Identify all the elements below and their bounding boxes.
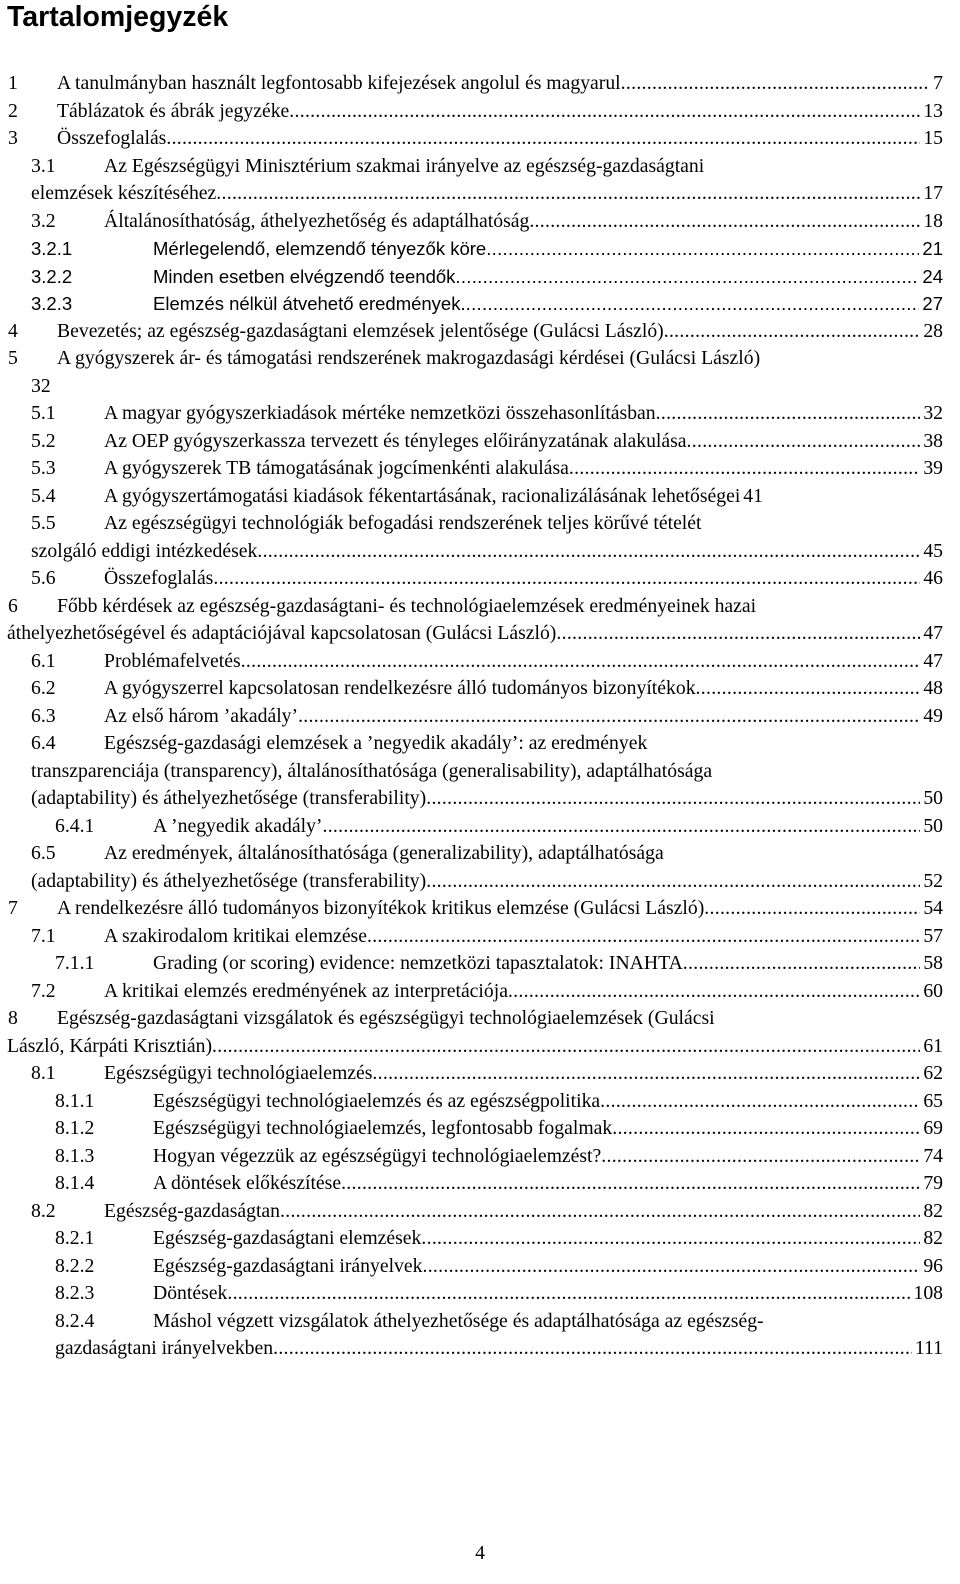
- toc-title: A gyógyszerek ár- és támogatási rendszerének makrogazdasági kérdései (Gulácsi László): [57, 347, 761, 369]
- toc-title: A rendelkezésre álló tudományos bizonyítékok kritikus elemzése (Gulácsi László): [57, 897, 705, 919]
- leader-dots: [227, 1280, 910, 1308]
- leader-dots: [372, 1060, 920, 1088]
- toc-title-continued: (adaptability) és áthelyezhetősége (transferability): [31, 869, 427, 892]
- toc-entry[interactable]: [0, 950, 943, 978]
- toc-title: Hogyan végezzük az egészségügyi technológiaelemzést?: [153, 1144, 602, 1167]
- toc-title: Mérlegelendő, elemzendő tényezők köre: [153, 238, 487, 259]
- toc-title: A tanulmányban használt legfontosabb kifejezések angolul és magyarul: [57, 72, 621, 94]
- leader-dots: [322, 813, 920, 841]
- toc-page-number: 15: [923, 127, 943, 149]
- toc-title: Egészség-gazdaságtani irányelvek: [153, 1254, 423, 1277]
- leader-dots: [696, 675, 921, 703]
- toc-entry-body: [104, 648, 943, 676]
- toc-title-continued: áthelyezhetőségével és adaptációjával kapcsolatosan (Gulácsi László): [7, 622, 557, 644]
- toc-title: A gyógyszerrel kapcsolatosan rendelkezésre álló tudományos bizonyítékok: [104, 677, 696, 699]
- leader-dots: [466, 290, 920, 318]
- toc-number: 5.3: [31, 457, 56, 479]
- toc-title: Főbb kérdések az egészség-gazdaságtani- és technológiaelemzések eredményeinek hazai: [57, 594, 757, 617]
- toc-entry-body: [104, 208, 943, 236]
- toc-entry-body: [104, 703, 943, 731]
- toc-title: Egészségügyi technológiaelemzés: [104, 1062, 373, 1084]
- toc-title: Egészség-gazdaságtani vizsgálatok és egészségügyi technológiaelemzések (Gulácsi: [57, 1007, 715, 1029]
- toc-entry-body: [57, 70, 943, 98]
- toc-page-number: 57: [923, 924, 943, 947]
- toc-title: Táblázatok és ábrák jegyzéke: [57, 99, 290, 122]
- toc-entry[interactable]: [0, 483, 943, 511]
- toc-page-number: 32: [923, 402, 943, 424]
- toc-number: 1: [8, 72, 18, 94]
- toc-entry-continuation: [0, 538, 943, 566]
- toc-entry[interactable]: [0, 98, 943, 126]
- toc-number: 5.6: [31, 567, 56, 589]
- toc-number: 6.3: [31, 704, 56, 727]
- toc-title: Egészségügyi technológiaelemzés és az egészségpolitika: [153, 1089, 601, 1112]
- toc-title: Döntések: [153, 1282, 228, 1304]
- leader-dots: [213, 565, 920, 593]
- toc-page-number: 21: [922, 238, 943, 259]
- toc-title: Összefoglalás: [57, 127, 167, 149]
- toc-entry-body: [104, 923, 943, 951]
- toc-page-number: 50: [923, 787, 943, 809]
- toc-entry-continuation: [0, 620, 943, 648]
- toc-number: 8: [8, 1007, 18, 1029]
- toc-number: 5: [8, 347, 18, 369]
- toc-entry-body: [104, 455, 943, 483]
- toc-page-number: 13: [923, 99, 943, 122]
- toc-entry-body: [153, 950, 943, 978]
- toc-entry-body: [57, 125, 943, 153]
- toc-number: 6: [8, 594, 18, 617]
- toc-title: Máshol végzett vizsgálatok áthelyezhetősége és adaptálhatósága az egészség-: [153, 1309, 764, 1332]
- toc-page-number: 18: [923, 209, 943, 232]
- toc-title: A gyógyszertámogatási kiadások fékentartásának, racionalizálásának lehetőségei: [104, 484, 741, 507]
- table-of-contents: [0, 70, 960, 1363]
- toc-page-number: 96: [923, 1254, 943, 1277]
- toc-page-number: 52: [923, 869, 943, 892]
- leader-dots: [664, 318, 921, 346]
- leader-dots: [257, 538, 920, 566]
- leader-dots: [486, 235, 919, 263]
- page-title: Tartalomjegyzék: [7, 1, 229, 33]
- toc-title: Problémafelvetés: [104, 649, 241, 672]
- toc-number: 8.1.1: [55, 1089, 95, 1112]
- toc-entry[interactable]: [0, 703, 943, 731]
- toc-title-continued: gazdaságtani irányelvekben: [55, 1337, 274, 1359]
- leader-dots: [341, 1170, 920, 1198]
- toc-number: 3: [8, 127, 18, 149]
- toc-title: A kritikai elemzés eredményének az interpretációja: [104, 979, 508, 1002]
- toc-number: 7.1.1: [55, 952, 95, 974]
- toc-entry[interactable]: [0, 1115, 943, 1143]
- leader-dots: [273, 1335, 912, 1363]
- toc-page-number: 7: [933, 72, 943, 94]
- toc-title: Összefoglalás: [104, 567, 214, 589]
- toc-title-continued: László, Kárpáti Krisztián): [7, 1034, 212, 1057]
- toc-page-number: 38: [923, 429, 943, 452]
- toc-entry[interactable]: [0, 290, 943, 318]
- toc-number: 8.2: [31, 1199, 56, 1222]
- toc-title: Grading (or scoring) evidence: nemzetközi tapasztalatok: INAHTA: [153, 952, 683, 974]
- toc-number: 8.2.4: [55, 1309, 95, 1332]
- toc-entry[interactable]: [0, 978, 943, 1006]
- toc-number: 6.2: [31, 677, 56, 699]
- toc-entry-body: [104, 483, 943, 511]
- toc-title: A döntések előkészítése: [153, 1172, 342, 1194]
- toc-entry-body: [7, 620, 943, 648]
- toc-entry-body: [104, 400, 943, 428]
- toc-entry[interactable]: [0, 1280, 943, 1308]
- toc-entry-body: [57, 98, 943, 126]
- leader-dots: [704, 895, 920, 923]
- toc-page-number: 50: [923, 814, 943, 837]
- toc-entry[interactable]: [0, 813, 943, 841]
- toc-entry[interactable]: [0, 345, 943, 373]
- toc-page-number: 60: [923, 979, 943, 1002]
- leader-dots: [601, 1143, 920, 1171]
- toc-page-number: 48: [923, 677, 943, 699]
- leader-dots: [166, 125, 920, 153]
- toc-title-continued: szolgáló eddigi intézkedések: [31, 539, 258, 562]
- toc-entry-body: [55, 1335, 943, 1363]
- leader-dots: [556, 620, 920, 648]
- leader-dots: [612, 1115, 920, 1143]
- toc-title-continued: elemzések készítéséhez: [31, 182, 217, 204]
- toc-number: 6.5: [31, 842, 56, 864]
- toc-title: A magyar gyógyszerkiadások mértéke nemzetközi összehasonlításban: [104, 402, 656, 424]
- toc-title-continued: transzparenciája (transparency), általánosíthatósága (generalisability), adaptálhatósága: [31, 759, 713, 782]
- toc-number: 3.2.3: [31, 293, 73, 314]
- toc-entry-body: [153, 1225, 943, 1253]
- toc-entry[interactable]: [0, 125, 943, 153]
- toc-number: 8.1.4: [55, 1172, 95, 1194]
- toc-title: A szakirodalom kritikai elemzése: [104, 924, 367, 947]
- toc-entry[interactable]: [0, 1060, 943, 1088]
- toc-entry-body: [7, 1033, 943, 1061]
- toc-entry[interactable]: [0, 593, 943, 621]
- toc-entry-body: [57, 895, 943, 923]
- toc-entry-continuation: [0, 758, 943, 786]
- toc-page-number: 61: [923, 1034, 943, 1057]
- leader-dots: [280, 1198, 920, 1226]
- toc-entry[interactable]: [0, 318, 943, 346]
- toc-title: Bevezetés; az egészség-gazdaságtani elemzések jelentősége (Gulácsi László): [57, 319, 664, 342]
- toc-entry-body: [104, 1060, 943, 1088]
- toc-entry[interactable]: [0, 1143, 943, 1171]
- toc-entry-continuation: [0, 180, 943, 208]
- leader-dots: [683, 950, 921, 978]
- toc-entry[interactable]: [0, 510, 943, 538]
- toc-entry-body: [104, 565, 943, 593]
- toc-entry-body: [104, 428, 943, 456]
- toc-entry-body: [31, 180, 943, 208]
- toc-page-number: 28: [923, 319, 943, 342]
- leader-dots: [600, 1088, 920, 1116]
- leader-dots: [508, 978, 920, 1006]
- toc-title: Egészségügyi technológiaelemzés, legfontosabb fogalmak: [153, 1117, 613, 1139]
- toc-entry-continuation: [0, 785, 943, 813]
- leader-dots: [687, 428, 921, 456]
- toc-number: 6.4: [31, 732, 56, 754]
- leader-dots: [298, 703, 920, 731]
- toc-entry[interactable]: [0, 153, 943, 181]
- toc-number: 8.2.2: [55, 1254, 95, 1277]
- leader-dots: [421, 1225, 920, 1253]
- leader-dots: [212, 1033, 920, 1061]
- leader-dots: [656, 400, 921, 428]
- toc-number: 7.1: [31, 924, 56, 947]
- toc-page-number: 27: [922, 293, 943, 314]
- toc-entry-body: [153, 1253, 943, 1281]
- toc-number: 5.5: [31, 512, 56, 534]
- leader-dots: [216, 180, 920, 208]
- toc-entry-continuation: [0, 1335, 943, 1363]
- toc-page-number: 54: [923, 897, 943, 919]
- toc-entry[interactable]: [0, 675, 943, 703]
- toc-entry-body: [31, 868, 943, 896]
- toc-page-number: 49: [923, 704, 943, 727]
- toc-entry[interactable]: [0, 208, 943, 236]
- toc-number: 8.1.3: [55, 1144, 95, 1167]
- toc-entry-continuation: [0, 1033, 943, 1061]
- toc-entry-body: [31, 785, 943, 813]
- toc-title: A ’negyedik akadály’: [153, 814, 323, 837]
- toc-entry[interactable]: [0, 70, 943, 98]
- toc-page-number: 45: [923, 539, 943, 562]
- toc-page-number: 62: [923, 1062, 943, 1084]
- toc-entry[interactable]: [0, 1170, 943, 1198]
- toc-number: 6.4.1: [55, 814, 95, 837]
- toc-number: 5.4: [31, 484, 56, 507]
- page-number-footer: 4: [475, 1542, 485, 1564]
- toc-entry-body: [153, 1143, 943, 1171]
- toc-page-number: 24: [922, 265, 943, 287]
- toc-entry[interactable]: [0, 1088, 943, 1116]
- toc-entry-body: [153, 1280, 943, 1308]
- toc-entry[interactable]: [0, 648, 943, 676]
- toc-entry-body: [104, 1198, 943, 1226]
- toc-entry-body: [153, 235, 943, 263]
- toc-page-number: 82: [923, 1199, 943, 1222]
- toc-title: Az eredmények, általánosíthatósága (generalizability), adaptálhatósága: [104, 842, 664, 864]
- toc-page-number: 47: [923, 649, 943, 672]
- toc-number: 8.2.1: [55, 1227, 95, 1249]
- toc-entry-body: [153, 290, 943, 318]
- toc-page-number: 108: [913, 1282, 943, 1304]
- toc-title: Az Egészségügyi Minisztérium szakmai irányelve az egészség-gazdaságtani: [104, 154, 705, 177]
- toc-number: 5.1: [31, 402, 56, 424]
- toc-title: Az első három ’akadály’: [104, 704, 299, 727]
- toc-page-number: 111: [914, 1337, 943, 1359]
- toc-title: Az OEP gyógyszerkassza tervezett és tényleges előirányzatának alakulása: [104, 429, 687, 452]
- leader-dots: [426, 868, 920, 896]
- toc-page-number: 58: [923, 952, 943, 974]
- toc-number: 7.2: [31, 979, 56, 1002]
- toc-number: 3.2: [31, 209, 56, 232]
- leader-dots: [455, 263, 919, 291]
- toc-page-number: 17: [923, 182, 943, 204]
- toc-entry[interactable]: [0, 1308, 943, 1336]
- toc-number: 5.2: [31, 429, 56, 452]
- toc-number: 3.2.2: [31, 265, 73, 287]
- toc-page-number: 82: [923, 1227, 943, 1249]
- toc-entry-body: [153, 813, 943, 841]
- toc-page-number: 74: [923, 1144, 943, 1167]
- toc-entry-body: [57, 318, 943, 346]
- toc-page-number: 47: [923, 622, 943, 644]
- toc-page-number: 32: [31, 374, 51, 397]
- toc-number: 8.2.3: [55, 1282, 95, 1304]
- toc-number: 8.1.2: [55, 1117, 95, 1139]
- leader-dots: [621, 70, 931, 98]
- toc-entry-body: [153, 1170, 943, 1198]
- toc-title: Elemzés nélkül átvehető eredmények.: [153, 293, 466, 314]
- toc-entry[interactable]: [0, 565, 943, 593]
- toc-entry[interactable]: [0, 235, 943, 263]
- toc-title-continued: (adaptability) és áthelyezhetősége (transferability): [31, 787, 427, 809]
- toc-entry[interactable]: [0, 263, 943, 291]
- toc-title: Egészség-gazdaságtani elemzések: [153, 1227, 422, 1249]
- leader-dots: [569, 455, 920, 483]
- toc-title: Általánosíthatóság, áthelyezhetőség és adaptálhatóság: [104, 209, 530, 232]
- toc-number: 7: [8, 897, 18, 919]
- toc-title: A gyógyszerek TB támogatásának jogcímenkénti alakulása: [104, 457, 569, 479]
- toc-entry[interactable]: [0, 730, 943, 758]
- toc-page-number: 46: [923, 567, 943, 589]
- leader-dots: [367, 923, 920, 951]
- leader-dots: [241, 648, 921, 676]
- leader-dots: [426, 785, 920, 813]
- toc-number: 8.1: [31, 1062, 56, 1084]
- toc-title: Minden esetben elvégzendő teendők: [153, 265, 456, 287]
- toc-entry-body: [153, 1115, 943, 1143]
- toc-entry-continuation: [0, 868, 943, 896]
- toc-entry-body: [153, 1088, 943, 1116]
- toc-title: Az egészségügyi technológiák befogadási rendszerének teljes körűvé tételét: [104, 512, 702, 534]
- toc-number: 4: [8, 319, 18, 342]
- toc-entry[interactable]: [0, 428, 943, 456]
- toc-page-number: 39: [923, 457, 943, 479]
- toc-entry[interactable]: [0, 840, 943, 868]
- leader-dots: [289, 98, 920, 126]
- toc-entry-body: [153, 263, 943, 291]
- toc-entry[interactable]: [0, 1005, 943, 1033]
- toc-page-number: 65: [923, 1089, 943, 1112]
- toc-entry[interactable]: [0, 1253, 943, 1281]
- leader-dots: [529, 208, 920, 236]
- toc-number: 6.1: [31, 649, 56, 672]
- toc-title: Egészség-gazdasági elemzések a ’negyedik akadály’: az eredmények: [104, 732, 648, 754]
- toc-title: Egészség-gazdaságtan: [104, 1199, 281, 1222]
- leader-dots: [422, 1253, 920, 1281]
- toc-page-number: 41: [743, 484, 763, 507]
- toc-entry-body: [31, 538, 943, 566]
- toc-entry-body: [104, 978, 943, 1006]
- toc-number: 3.2.1: [31, 238, 73, 259]
- toc-entry-continuation: [0, 373, 943, 401]
- toc-page-number: 69: [923, 1117, 943, 1139]
- toc-number: 3.1: [31, 154, 56, 177]
- toc-entry[interactable]: [0, 1198, 943, 1226]
- toc-entry[interactable]: [0, 923, 943, 951]
- toc-page-number: 79: [923, 1172, 943, 1194]
- toc-entry[interactable]: [0, 400, 943, 428]
- toc-number: 2: [8, 99, 18, 122]
- toc-entry[interactable]: [0, 1225, 943, 1253]
- toc-entry[interactable]: [0, 455, 943, 483]
- toc-entry-body: [104, 675, 943, 703]
- toc-entry[interactable]: [0, 895, 943, 923]
